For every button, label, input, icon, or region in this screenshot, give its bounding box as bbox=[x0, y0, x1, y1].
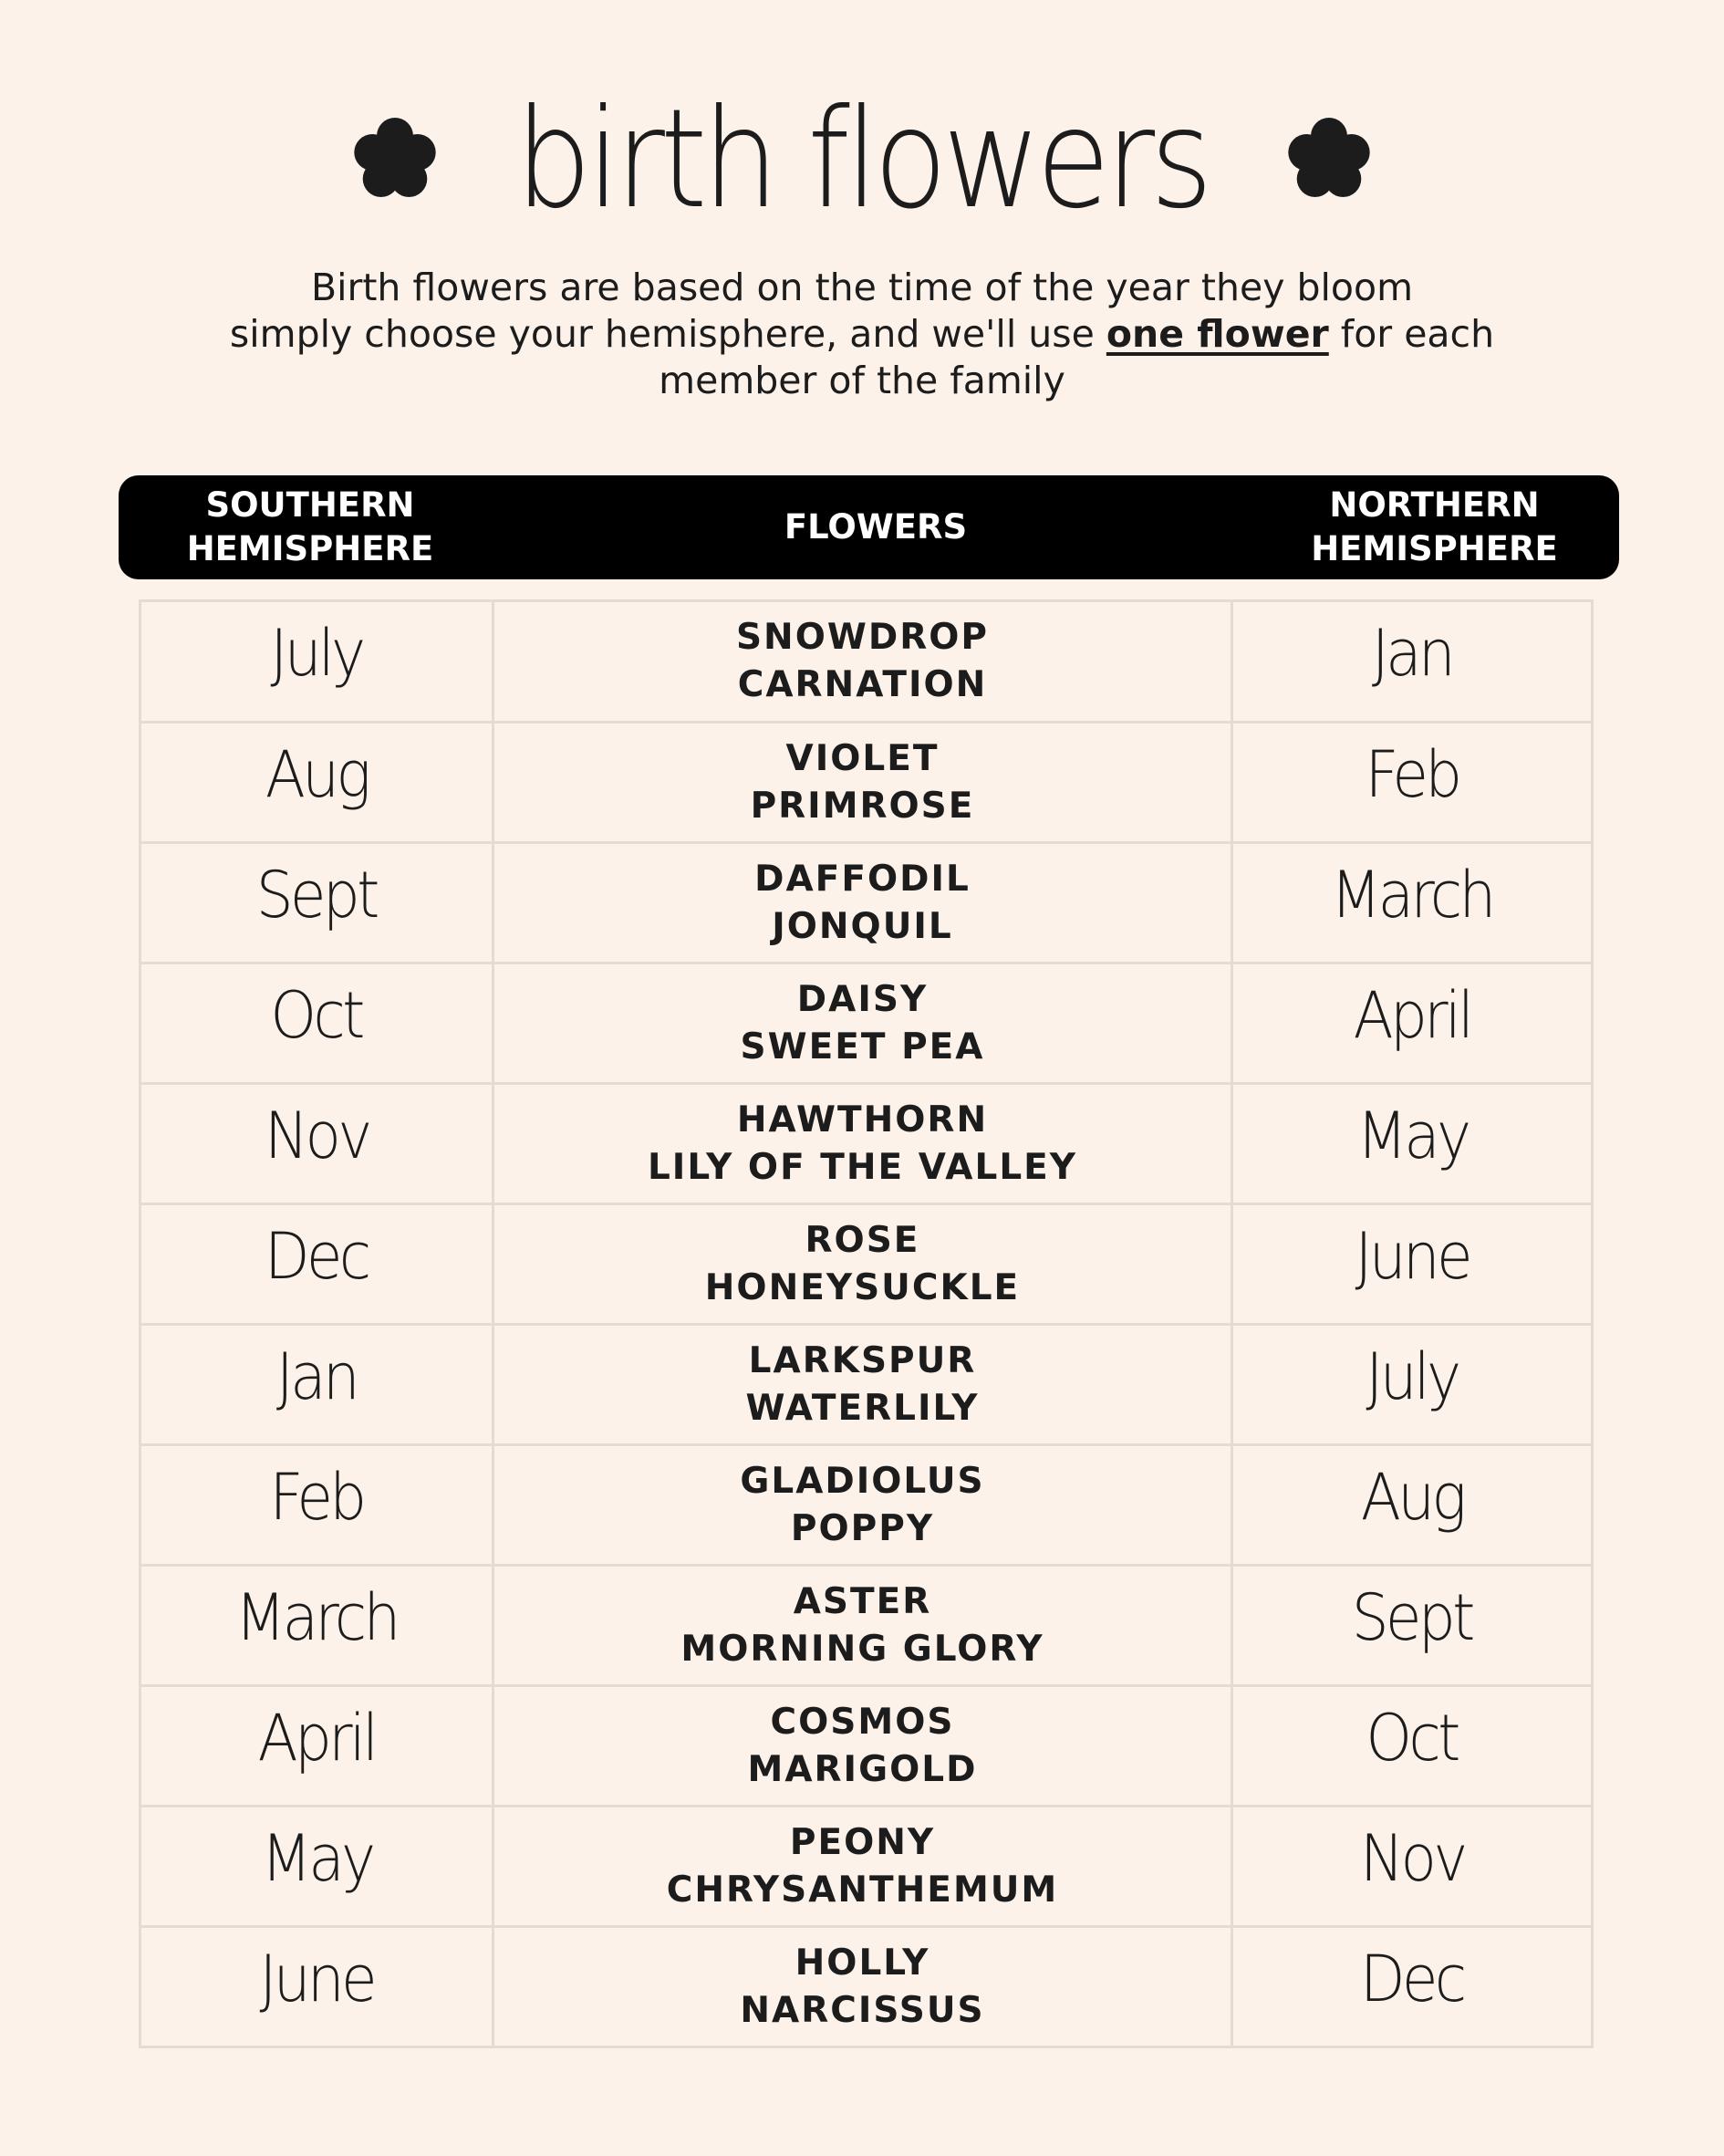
flower-name: COSMOS bbox=[770, 1701, 955, 1743]
southern-month: May bbox=[260, 1820, 373, 1896]
title-row bbox=[0, 82, 1724, 237]
page-title: birth flowers bbox=[515, 80, 1209, 239]
flower-name: LILY OF THE VALLEY bbox=[647, 1146, 1078, 1188]
northern-month-cell bbox=[1233, 724, 1591, 841]
northern-month-cell bbox=[1233, 964, 1591, 1082]
flowers-cell bbox=[494, 1446, 1233, 1564]
flower-name: CARNATION bbox=[737, 664, 988, 705]
flowers-cell bbox=[494, 1085, 1233, 1203]
table-row bbox=[141, 1684, 1591, 1805]
southern-month: Jan bbox=[275, 1338, 358, 1414]
northern-month-cell bbox=[1233, 1567, 1591, 1684]
flower-name: HAWTHORN bbox=[736, 1099, 989, 1140]
southern-month: Sept bbox=[256, 857, 377, 932]
table-row bbox=[141, 1082, 1591, 1203]
table-row bbox=[141, 841, 1591, 962]
header-south-line-1: SOUTHERN bbox=[205, 485, 415, 525]
table-row bbox=[141, 1203, 1591, 1323]
flower-name: VIOLET bbox=[785, 737, 940, 779]
header-flowers-label: FLOWERS bbox=[784, 507, 968, 547]
northern-month-cell bbox=[1233, 1326, 1591, 1443]
flower-name: DAFFODIL bbox=[754, 858, 971, 900]
southern-month-cell bbox=[141, 1687, 494, 1805]
southern-month-cell bbox=[141, 1446, 494, 1564]
southern-month: Aug bbox=[265, 736, 369, 812]
northern-month-cell bbox=[1233, 1687, 1591, 1805]
southern-month-cell bbox=[141, 844, 494, 962]
northern-month: April bbox=[1353, 977, 1471, 1053]
northern-month: July bbox=[1366, 1338, 1459, 1414]
flower-name: JONQUIL bbox=[772, 905, 953, 947]
flower-name: MARIGOLD bbox=[747, 1748, 978, 1790]
intro-line-2 bbox=[0, 311, 1724, 358]
southern-month-cell bbox=[141, 1928, 494, 2046]
table-row bbox=[141, 1443, 1591, 1564]
northern-month: Nov bbox=[1359, 1820, 1465, 1896]
northern-month-cell bbox=[1233, 1807, 1591, 1925]
flower-name: HOLLY bbox=[794, 1942, 930, 1984]
table-header bbox=[119, 475, 1619, 579]
table-row bbox=[141, 1564, 1591, 1684]
table-row bbox=[141, 721, 1591, 841]
table-row bbox=[141, 602, 1591, 721]
flowers-cell bbox=[494, 1326, 1233, 1443]
northern-month: Sept bbox=[1352, 1579, 1472, 1655]
header-flowers bbox=[502, 475, 1250, 579]
southern-month: Nov bbox=[264, 1098, 369, 1173]
header-southern-hemisphere bbox=[119, 475, 502, 579]
flower-icon bbox=[349, 114, 441, 205]
southern-month-cell bbox=[141, 1326, 494, 1443]
flowers-cell bbox=[494, 844, 1233, 962]
southern-month-cell bbox=[141, 1807, 494, 1925]
southern-month: Dec bbox=[265, 1218, 369, 1294]
northern-month: Dec bbox=[1360, 1941, 1464, 2016]
table-row bbox=[141, 1925, 1591, 2046]
northern-month: Aug bbox=[1360, 1459, 1464, 1535]
southern-month: July bbox=[270, 616, 363, 691]
flower-name: SWEET PEA bbox=[740, 1026, 985, 1068]
northern-month: June bbox=[1355, 1218, 1470, 1294]
flowers-cell bbox=[494, 964, 1233, 1082]
table-row bbox=[141, 962, 1591, 1082]
birth-flower-table bbox=[139, 599, 1594, 2048]
northern-month-cell bbox=[1233, 602, 1591, 721]
flowers-cell bbox=[494, 1205, 1233, 1323]
flower-name: PRIMROSE bbox=[750, 785, 975, 827]
southern-month: Feb bbox=[269, 1459, 364, 1535]
northern-month-cell bbox=[1233, 1085, 1591, 1203]
southern-month-cell bbox=[141, 1205, 494, 1323]
northern-month-cell bbox=[1233, 1205, 1591, 1323]
header-northern-hemisphere bbox=[1250, 475, 1619, 579]
flowers-cell bbox=[494, 1567, 1233, 1684]
flower-name: LARKSPUR bbox=[748, 1339, 977, 1381]
southern-month-cell bbox=[141, 1567, 494, 1684]
flowers-cell bbox=[494, 724, 1233, 841]
intro-line-3: member of the family bbox=[659, 359, 1065, 402]
header-north-line-1: NORTHERN bbox=[1329, 485, 1540, 525]
flowers-cell bbox=[494, 1928, 1233, 2046]
intro-line-1: Birth flowers are based on the time of the year they bloom bbox=[310, 266, 1414, 309]
flower-name: HONEYSUCKLE bbox=[704, 1266, 1021, 1308]
header-south-line-2: HEMISPHERE bbox=[186, 529, 434, 568]
southern-month-cell bbox=[141, 724, 494, 841]
northern-month: Feb bbox=[1365, 736, 1459, 812]
flowers-cell bbox=[494, 602, 1233, 721]
northern-month-cell bbox=[1233, 844, 1591, 962]
flower-name: ROSE bbox=[805, 1219, 920, 1261]
northern-month: May bbox=[1355, 1098, 1469, 1173]
flower-name: NARCISSUS bbox=[740, 1989, 985, 2031]
intro-line-2-end: for each bbox=[1328, 312, 1495, 356]
intro-text bbox=[0, 265, 1724, 404]
header-north-line-2: HEMISPHERE bbox=[1311, 529, 1558, 568]
southern-month: June bbox=[259, 1941, 374, 2016]
northern-month-cell bbox=[1233, 1928, 1591, 2046]
northern-month: March bbox=[1331, 857, 1493, 932]
flowers-cell bbox=[494, 1687, 1233, 1805]
table-row bbox=[141, 1323, 1591, 1443]
flower-name: CHRYSANTHEMUM bbox=[666, 1869, 1059, 1911]
flowers-cell bbox=[494, 1807, 1233, 1925]
northern-month-cell bbox=[1233, 1446, 1591, 1564]
flower-name: SNOWDROP bbox=[735, 617, 990, 658]
flower-name: GLADIOLUS bbox=[740, 1460, 985, 1502]
table-row bbox=[141, 1805, 1591, 1925]
flower-icon bbox=[1283, 114, 1375, 205]
southern-month: March bbox=[235, 1579, 398, 1655]
southern-month-cell bbox=[141, 1085, 494, 1203]
flower-name: ASTER bbox=[793, 1580, 932, 1622]
flower-name: DAISY bbox=[796, 978, 929, 1020]
flower-name: PEONY bbox=[789, 1821, 936, 1863]
intro-line-2-start: simply choose your hemisphere, and we'll use bbox=[229, 312, 1106, 356]
flower-name: POPPY bbox=[790, 1507, 935, 1549]
flower-name: WATERLILY bbox=[745, 1387, 980, 1429]
northern-month: Oct bbox=[1366, 1700, 1459, 1776]
southern-month-cell bbox=[141, 602, 494, 721]
intro-emphasis: one flower bbox=[1106, 312, 1329, 356]
header bbox=[0, 82, 1724, 237]
southern-month: April bbox=[257, 1700, 376, 1776]
northern-month: Jan bbox=[1371, 616, 1453, 691]
southern-month: Oct bbox=[270, 977, 363, 1053]
flower-name: MORNING GLORY bbox=[680, 1628, 1044, 1670]
southern-month-cell bbox=[141, 964, 494, 1082]
